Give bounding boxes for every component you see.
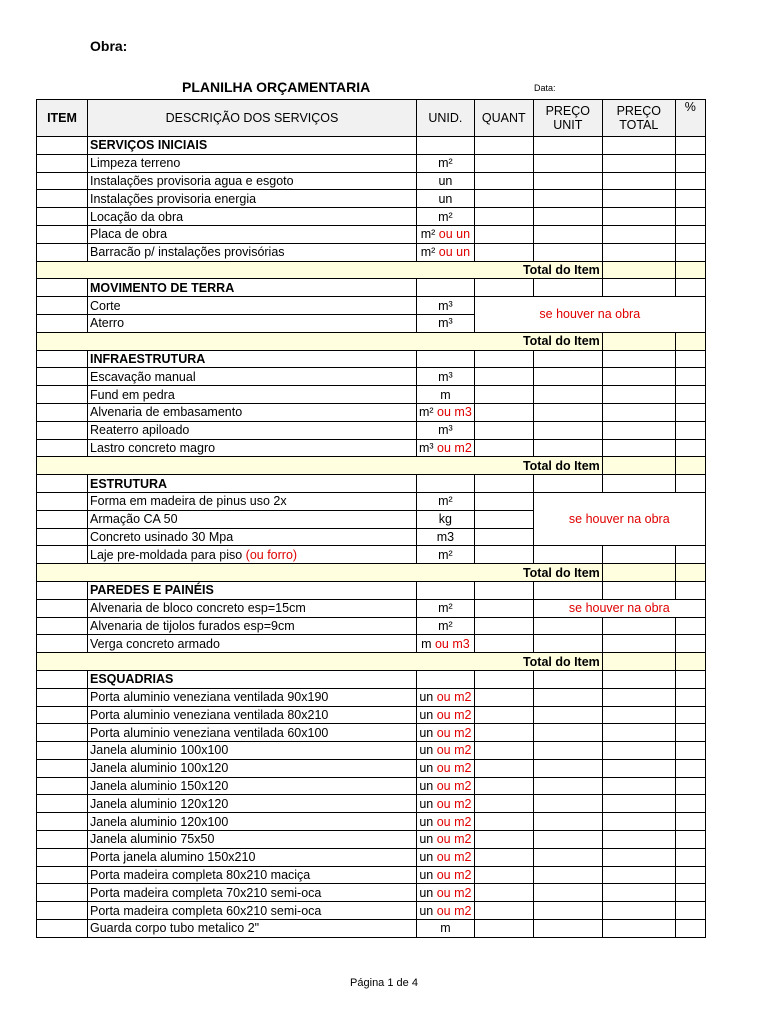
unit-value: m² <box>438 209 453 224</box>
item-description: Verga concreto armado <box>88 635 417 653</box>
total-value <box>602 261 675 279</box>
page-number: Página 1 de 4 <box>350 977 418 989</box>
unit-value: m³ <box>438 369 453 384</box>
table-row <box>37 297 706 315</box>
item-description: Janela aluminio 100x100 <box>88 742 417 760</box>
unit-value: un <box>419 814 434 829</box>
item-unit <box>417 884 475 902</box>
table-row <box>37 866 706 884</box>
item-description <box>88 510 417 528</box>
item-unit <box>417 403 475 421</box>
unit-value: un <box>419 796 434 811</box>
desc-text: Concreto usinado 30 Mpa <box>90 529 234 544</box>
total-row <box>37 457 706 475</box>
table-row <box>37 777 706 795</box>
item-description: Janela aluminio 75x50 <box>88 831 417 849</box>
table-row <box>37 795 706 813</box>
col-header-item: ITEM <box>37 100 88 137</box>
unit-alt: ou m3 <box>431 636 470 651</box>
table-row <box>37 403 706 421</box>
unit-value: m³ <box>438 316 453 331</box>
item-description: Porta aluminio veneziana ventilada 60x100 <box>88 724 417 742</box>
table-row <box>37 884 706 902</box>
unit-value: un <box>419 885 434 900</box>
unit-alt: ou m2 <box>433 707 472 722</box>
item-description: Janela aluminio 100x120 <box>88 759 417 777</box>
item-description: Reaterro apiloado <box>88 421 417 439</box>
unit-alt: ou m2 <box>433 903 472 918</box>
section-header-row <box>37 581 706 599</box>
unit-alt: ou un <box>435 227 471 242</box>
unit-value: un <box>419 690 434 705</box>
item-description: Limpeza terreno <box>88 154 417 172</box>
unit-value: un <box>419 850 434 865</box>
item-unit <box>417 208 475 226</box>
unit-alt: ou m2 <box>433 690 472 705</box>
item-unit <box>417 742 475 760</box>
item-unit <box>417 386 475 404</box>
item-description: Guarda corpo tubo metalico 2" <box>88 920 417 938</box>
desc-alt: (ou forro) <box>245 547 298 562</box>
unit-value: un <box>419 743 434 758</box>
item-unit <box>417 439 475 457</box>
unit-value: m² <box>419 405 434 420</box>
total-label: Total do Item <box>37 261 603 279</box>
unit-alt: ou m2 <box>433 440 472 455</box>
item-unit <box>417 599 475 617</box>
col-header-descricao: DESCRIÇÃO DOS SERVIÇOS <box>88 100 417 137</box>
table-row <box>37 546 706 564</box>
item-description: Placa de obra <box>88 225 417 243</box>
table-row <box>37 831 706 849</box>
item-description: Lastro concreto magro <box>88 439 417 457</box>
total-value <box>602 457 675 475</box>
unit-value: un <box>419 779 434 794</box>
col-header-preco-total <box>602 100 675 137</box>
desc-text: Forma em madeira de pinus uso 2x <box>90 494 287 509</box>
item-description: Alvenaria de bloco concreto esp=15cm <box>88 599 417 617</box>
item-unit <box>417 706 475 724</box>
unit-alt: ou m2 <box>433 743 472 758</box>
table-row <box>37 688 706 706</box>
unit-alt: ou m2 <box>433 761 472 776</box>
item-unit <box>417 546 475 564</box>
unit-alt: ou m2 <box>433 850 472 865</box>
table-row <box>37 599 706 617</box>
unit-value: m² <box>438 601 453 616</box>
unit-value: kg <box>438 512 452 527</box>
section-title: PAREDES E PAINÉIS <box>88 581 417 599</box>
unit-alt: ou m2 <box>433 885 472 900</box>
item-unit <box>417 777 475 795</box>
item-unit <box>417 902 475 920</box>
total-row <box>37 564 706 582</box>
table-row <box>37 208 706 226</box>
date-label: Data: <box>534 83 556 93</box>
unit-value: m² <box>438 618 453 633</box>
item-description: Instalações provisoria energia <box>88 190 417 208</box>
unit-value: m³ <box>419 440 434 455</box>
unit-value: un <box>419 725 434 740</box>
item-description: Locação da obra <box>88 208 417 226</box>
item-description: Porta janela alumino 150x210 <box>88 848 417 866</box>
section-title: ESQUADRIAS <box>88 670 417 688</box>
table-row <box>37 154 706 172</box>
item-description: Porta madeira completa 60x210 semi-oca <box>88 902 417 920</box>
item-unit <box>417 795 475 813</box>
total-row <box>37 653 706 671</box>
section-header-row <box>37 350 706 368</box>
unit-value: un <box>419 707 434 722</box>
table-row <box>37 920 706 938</box>
conditional-note: se houver na obra <box>533 599 705 617</box>
section-title: INFRAESTRUTURA <box>88 350 417 368</box>
total-value <box>602 332 675 350</box>
item-unit <box>417 920 475 938</box>
total-label: Total do Item <box>37 332 603 350</box>
unit-alt: ou m2 <box>433 779 472 794</box>
unit-value: un <box>419 903 434 918</box>
item-unit <box>417 190 475 208</box>
unit-value: m² <box>438 156 453 171</box>
total-label: Total do Item <box>37 564 603 582</box>
section-header-row <box>37 137 706 155</box>
item-unit <box>417 314 475 332</box>
unit-alt: ou m3 <box>433 405 472 420</box>
table-row <box>37 243 706 261</box>
table-row <box>37 902 706 920</box>
section-header-row <box>37 670 706 688</box>
table-row <box>37 492 706 510</box>
table-row <box>37 386 706 404</box>
item-unit <box>417 724 475 742</box>
item-unit <box>417 225 475 243</box>
item-unit <box>417 368 475 386</box>
unit-value: m³ <box>438 423 453 438</box>
item-description: Porta aluminio veneziana ventilada 80x210 <box>88 706 417 724</box>
unit-value: m3 <box>436 529 455 544</box>
item-description: Escavação manual <box>88 368 417 386</box>
item-unit <box>417 172 475 190</box>
item-unit <box>417 635 475 653</box>
unit-value: m² <box>438 547 453 562</box>
col-header-quant: QUANT <box>474 100 533 137</box>
item-description: Janela aluminio 120x100 <box>88 813 417 831</box>
item-unit <box>417 243 475 261</box>
unit-alt: ou m2 <box>433 796 472 811</box>
item-unit <box>417 297 475 315</box>
table-row <box>37 724 706 742</box>
item-description <box>88 546 417 564</box>
table-row <box>37 848 706 866</box>
item-description: Porta madeira completa 80x210 maciça <box>88 866 417 884</box>
unit-value: m <box>440 921 451 936</box>
total-row <box>37 261 706 279</box>
col-header-percent: % <box>675 100 705 137</box>
conditional-note: se houver na obra <box>533 492 705 545</box>
total-row <box>37 332 706 350</box>
item-unit <box>417 154 475 172</box>
total-label: Total do Item <box>37 653 603 671</box>
col-header-unid: UNID. <box>417 100 475 137</box>
item-description: Alvenaria de tijolos furados esp=9cm <box>88 617 417 635</box>
unit-value: m² <box>420 227 436 242</box>
unit-alt: ou m2 <box>433 725 472 740</box>
item-unit <box>417 510 475 528</box>
desc-text: Armação CA 50 <box>90 512 178 527</box>
table-row <box>37 706 706 724</box>
unit-alt: ou m2 <box>433 814 472 829</box>
budget-table <box>36 99 706 938</box>
section-header-row <box>37 475 706 493</box>
item-unit <box>417 528 475 546</box>
table-row <box>37 813 706 831</box>
item-description: Instalações provisoria agua e esgoto <box>88 172 417 190</box>
table-row <box>37 225 706 243</box>
unit-value: m <box>440 387 451 402</box>
preco-unit-line2: UNIT <box>553 118 583 132</box>
table-row <box>37 439 706 457</box>
item-description: Corte <box>88 297 417 315</box>
section-header-row <box>37 279 706 297</box>
preco-unit-line1: PREÇO <box>545 104 591 118</box>
item-unit <box>417 866 475 884</box>
item-description <box>88 492 417 510</box>
unit-value: m² <box>438 494 453 509</box>
table-row <box>37 635 706 653</box>
item-unit <box>417 831 475 849</box>
conditional-note: se houver na obra <box>474 297 705 333</box>
item-description: Janela aluminio 150x120 <box>88 777 417 795</box>
item-unit <box>417 759 475 777</box>
section-title: ESTRUTURA <box>88 475 417 493</box>
obra-label: Obra: <box>90 38 128 54</box>
item-description: Janela aluminio 120x120 <box>88 795 417 813</box>
table-row <box>37 759 706 777</box>
unit-value: un <box>419 868 434 883</box>
section-title: SERVIÇOS INICIAIS <box>88 137 417 155</box>
unit-value: un <box>438 173 453 188</box>
unit-alt: ou m2 <box>433 868 472 883</box>
table-header-row <box>37 100 706 137</box>
item-unit <box>417 617 475 635</box>
total-label: Total do Item <box>37 457 603 475</box>
unit-alt: ou m2 <box>433 832 472 847</box>
sheet-title: PLANILHA ORÇAMENTARIA <box>182 79 371 95</box>
desc-text: Laje pre-moldada para piso <box>90 547 246 562</box>
table-row <box>37 617 706 635</box>
item-description: Fund em pedra <box>88 386 417 404</box>
preco-total-line1: PREÇO <box>616 104 662 118</box>
total-value <box>602 653 675 671</box>
item-unit <box>417 813 475 831</box>
unit-value: un <box>438 191 453 206</box>
unit-value: un <box>419 832 434 847</box>
section-title: MOVIMENTO DE TERRA <box>88 279 417 297</box>
col-header-preco-unit <box>533 100 602 137</box>
table-row <box>37 421 706 439</box>
table-row <box>37 172 706 190</box>
unit-value: un <box>419 761 434 776</box>
item-description: Porta aluminio veneziana ventilada 90x190 <box>88 688 417 706</box>
item-description: Barracão p/ instalações provisórias <box>88 243 417 261</box>
item-unit <box>417 421 475 439</box>
preco-total-line2: TOTAL <box>619 118 659 132</box>
unit-value: m² <box>420 245 436 260</box>
unit-value: m³ <box>438 298 453 313</box>
table-row <box>37 368 706 386</box>
item-unit <box>417 688 475 706</box>
item-description: Aterro <box>88 314 417 332</box>
unit-value: m <box>421 636 432 651</box>
item-description <box>88 528 417 546</box>
unit-alt: ou un <box>435 245 471 260</box>
item-unit <box>417 492 475 510</box>
table-row <box>37 742 706 760</box>
item-description: Porta madeira completa 70x210 semi-oca <box>88 884 417 902</box>
total-value <box>602 564 675 582</box>
table-row <box>37 190 706 208</box>
item-description: Alvenaria de embasamento <box>88 403 417 421</box>
item-unit <box>417 848 475 866</box>
